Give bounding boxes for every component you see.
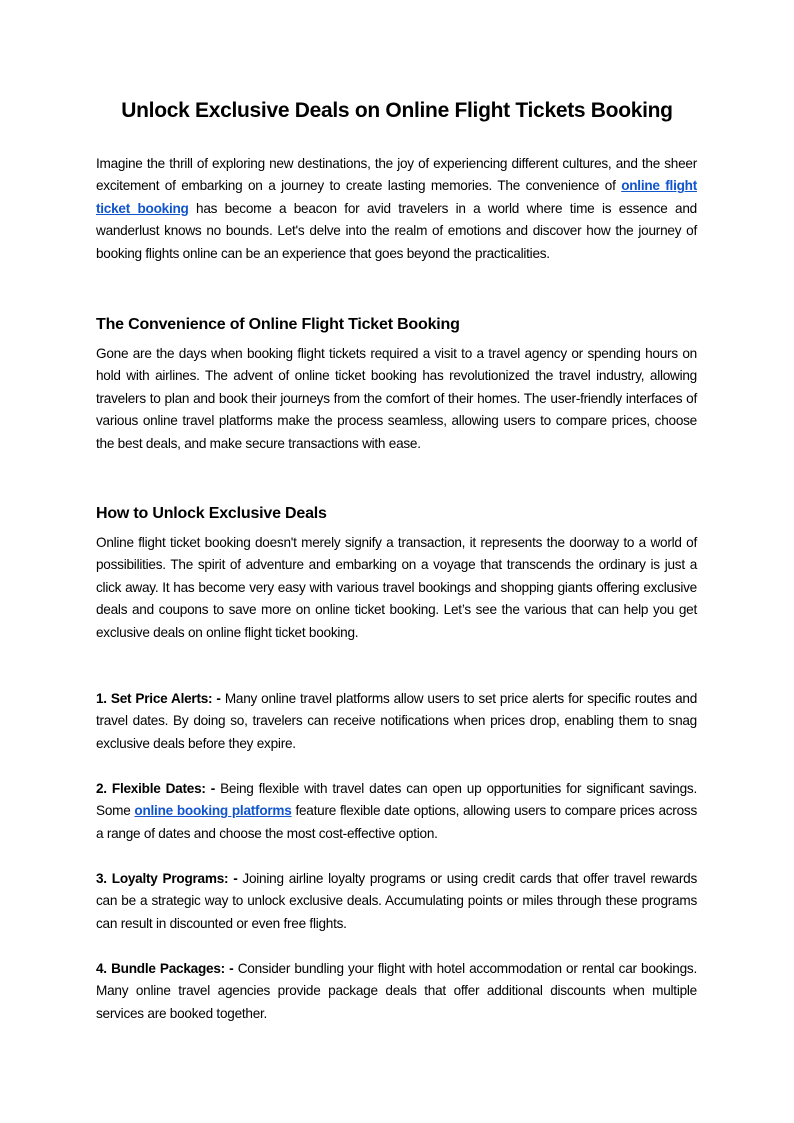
- list-item: [96, 778, 697, 845]
- page-title: Unlock Exclusive Deals on Online Flight Tickets Booking: [121, 99, 673, 122]
- item-text: Consider bundling your flight with hotel accommodation or rental car bookings. Many online travel agencies provide package deals that offer additional discounts when multiple services are booked together.: [96, 961, 697, 1021]
- online-flight-ticket-booking-link[interactable]: online flight ticket booking: [96, 178, 697, 216]
- intro-text-cont: has become a beacon for avid travelers in a world where time is essence and wanderlust knows no bounds. Let's delve into the realm of emotions and discover how the journey of booking flights online can be an experience that goes beyond the practicalities.: [96, 200, 697, 261]
- item-text: Many online travel platforms allow users to set price alerts for specific routes and travel dates. By doing so, travelers can receive notifications when prices drop, enabling them to snag exclusive deals before they expire.: [96, 691, 698, 751]
- section-heading: How to Unlock Exclusive Deals: [96, 505, 327, 522]
- list-item: [96, 958, 697, 1025]
- item-text: Joining airline loyalty programs or using credit cards that offer travel rewards can be a strategic way to unlock exclusive deals. Accumulating points or miles through these programs can result in discounted or even free flights.: [96, 871, 697, 931]
- section-heading: The Convenience of Online Flight Ticket Booking: [96, 316, 460, 333]
- list-item: [96, 688, 697, 755]
- item-label: 2. Flexible Dates: -: [96, 781, 216, 796]
- item-label: 1. Set Price Alerts: -: [96, 691, 221, 706]
- online-booking-platforms-link[interactable]: online booking platforms: [134, 803, 292, 819]
- item-text-cont: feature flexible date options, allowing users to compare prices across a range of dates and choose the most cost-effective option.: [96, 803, 697, 841]
- item-label: 3. Loyalty Programs: -: [96, 871, 238, 886]
- intro-text: Imagine the thrill of exploring new destinations, the joy of experiencing different cultures, and the sheer excitement of embarking on a journey to create lasting memories. The convenience of: [96, 156, 697, 194]
- section-body: Gone are the days when booking flight tickets required a visit to a travel agency or spending hours on hold with airlines. The advent of online ticket booking has revolutionized the travel industry, allowing travelers to plan and book their journeys from the comfort of their homes. The user-friendly interfaces of various online travel platforms make the process seamless, allowing users to compare prices, choose the best deals, and make secure transactions with ease.: [96, 346, 697, 451]
- section-convenience: [96, 314, 697, 455]
- item-label: 4. Bundle Packages: -: [96, 961, 234, 976]
- section-body: Online flight ticket booking doesn't merely signify a transaction, it represents the doorway to a world of possibilities. The spirit of adventure and embarking on a voyage that transcends the ordinary is just a click away. It has become very easy with various travel bookings and shopping giants offering exclusive deals and coupons to save more on online ticket booking. Let’s see the various that can help you get exclusive deals on online flight ticket booking.: [96, 535, 697, 640]
- section-unlock-deals: [96, 503, 697, 644]
- intro-paragraph: [96, 153, 697, 265]
- item-text: Being flexible with travel dates can open up opportunities for significant savings. Some: [96, 781, 697, 819]
- list-item: [96, 868, 697, 935]
